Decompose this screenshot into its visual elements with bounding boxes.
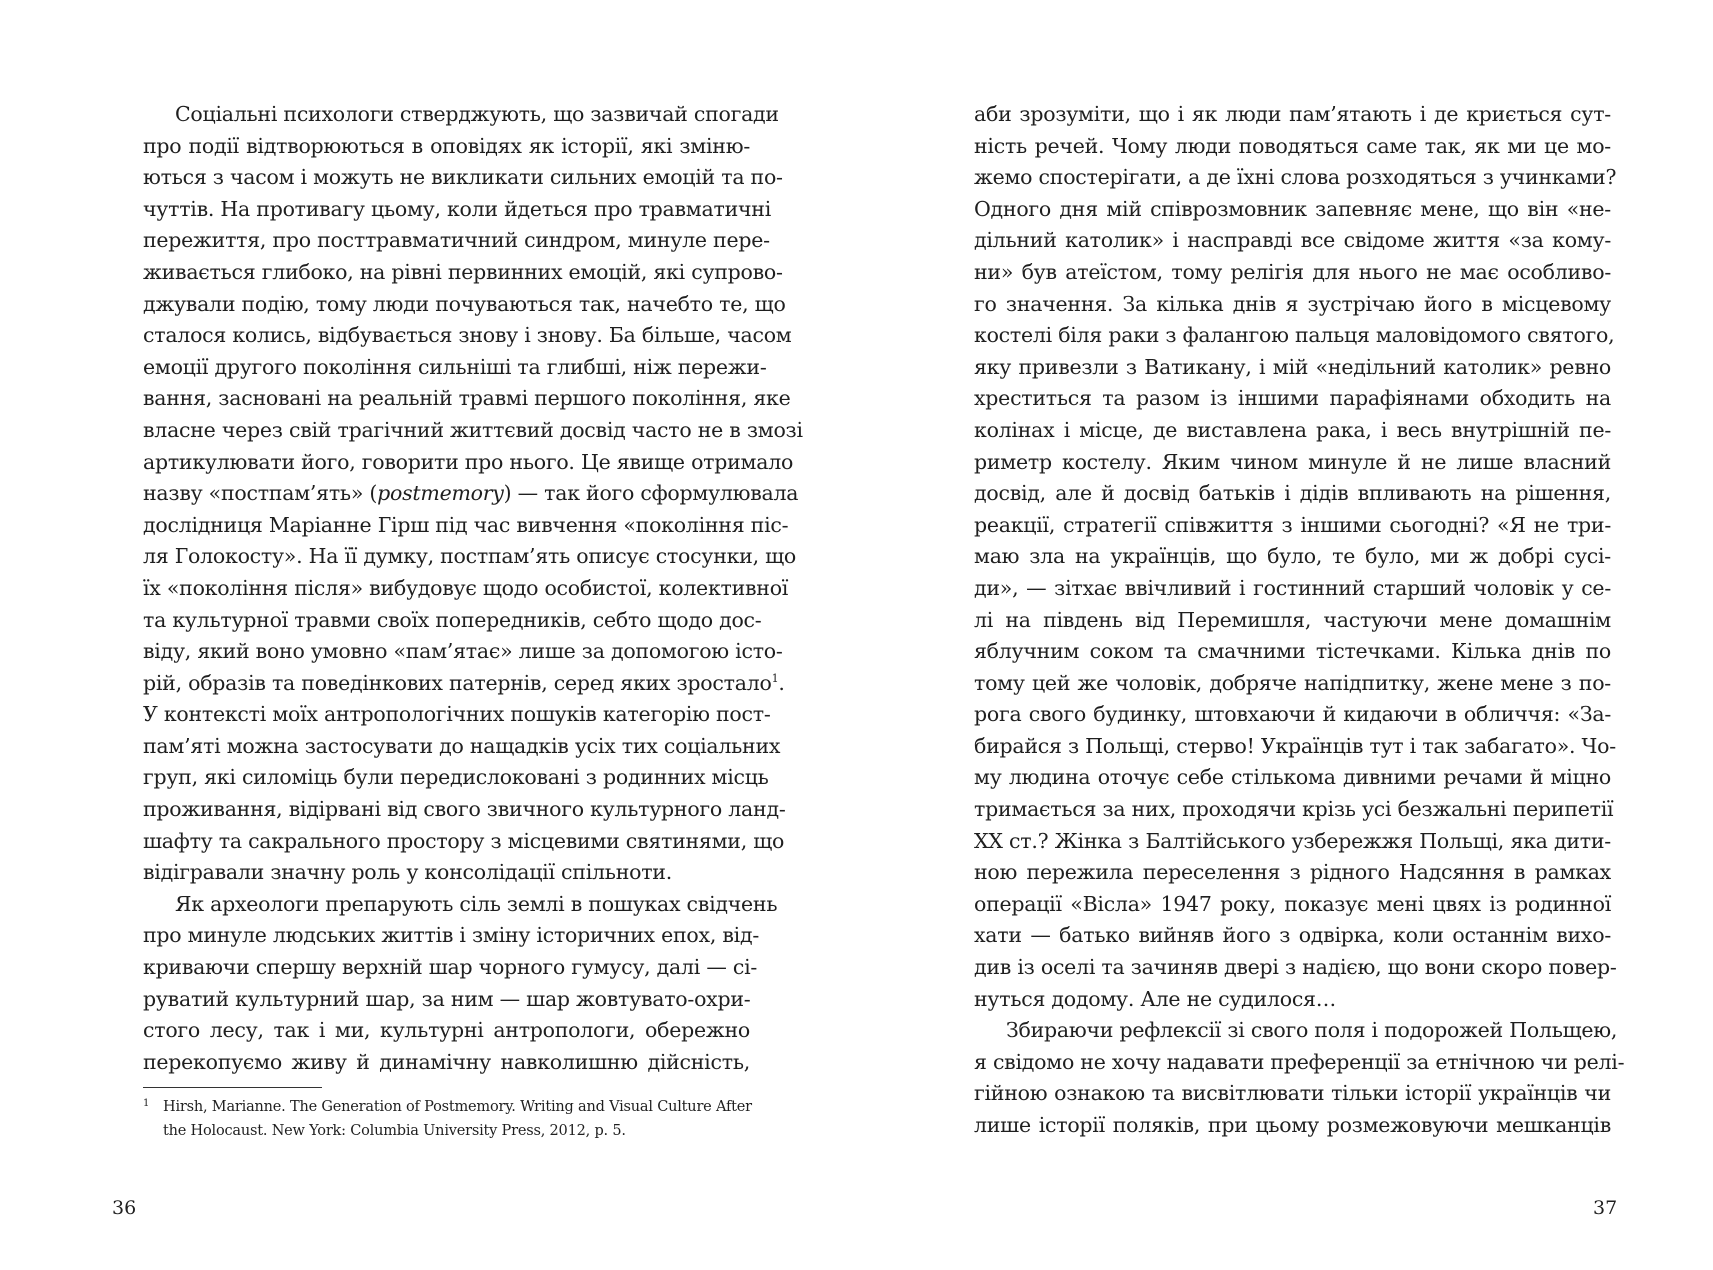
footnote xyxy=(143,1095,750,1143)
text-line: пережиття, про посттравматичний синдром, минуле пере- xyxy=(143,228,770,253)
footnote-text: Hirsh, Marianne. The Generation of Postmemory. Writing and Visual Culture After xyxy=(163,1099,752,1115)
text-line: про минуле людських життів і зміну історичних епох, від- xyxy=(143,923,759,948)
text-line: та культурної травми своїх попередників, себто щодо дос- xyxy=(143,607,762,632)
text-line: Як археологи препарують сіль землі в пошуках свідчень xyxy=(175,891,778,916)
text-line: му людина оточує себе стількома дивними речами й міцно xyxy=(974,765,1611,790)
text-line: Соціальні психологи стверджують, що зазвичай спогади xyxy=(175,102,779,126)
text-line: стого лесу, так і ми, культурні антропологи, обережно xyxy=(143,1018,750,1043)
text-line: пам’яті можна застосувати до нащадків усіх тих соціальних xyxy=(143,733,781,758)
text-line: сталося колись, відбувається знову і знову. Ба більше, часом xyxy=(143,323,792,348)
text-line: гійною ознакою та висвітлювати тільки історії українців чи xyxy=(974,1081,1611,1106)
text-line: ля Голокосту». На її думку, постпам’ять описує стосунки, що xyxy=(143,544,797,569)
text-line: живається глибоко, на рівні первинних емоцій, які супрово- xyxy=(143,259,783,284)
text-line: руватий культурний шар, за ним — шар жовтувато-охри- xyxy=(143,986,751,1011)
text-line: Одного дня мій співрозмовник запевняє мене, що він «не- xyxy=(974,196,1611,221)
text-line: жемо спостерігати, а де їхні слова розходяться з учинками? xyxy=(974,165,1617,190)
footnote-line xyxy=(143,1095,750,1119)
text-line: дослідниця Маріанне Гірш під час вивчення «покоління піс- xyxy=(143,512,789,537)
text-line: про події відтворюються в оповідях як історії, які зміню- xyxy=(143,133,750,158)
text-line: аби зрозуміти, що і як люди пам’ятають і де криється сут- xyxy=(974,102,1611,126)
text-line: риметр костелу. Яким чином минуле й не лише власний xyxy=(974,449,1611,474)
right-page xyxy=(856,0,1713,1270)
text-line: У контексті моїх антропологічних пошуків категорію пост- xyxy=(143,702,771,727)
footnote-number: 1 xyxy=(143,1098,150,1109)
text-line: я свідомо не хочу надавати преференції за етнічною чи релі- xyxy=(974,1049,1625,1074)
text-line: лише історії поляків, при цьому розмежовуючи мешканців xyxy=(974,1113,1611,1137)
text-line xyxy=(143,478,799,510)
text-line: їх «покоління після» вибудовує щодо особистої, колективної xyxy=(143,575,789,600)
text-line: досвід, але й досвід батьків і дідів впливають на рішення, xyxy=(974,481,1611,506)
text-line: яку привезли з Ватикану, і мій «недільний католик» ревно xyxy=(974,354,1611,379)
postmemory-term: postmemory xyxy=(377,481,504,506)
page-number: 37 xyxy=(1593,1197,1618,1219)
text-line: рога свого будинку, штовхаючи й кидаючи в обличчя: «За- xyxy=(974,702,1611,727)
text-line: нуться додому. Але не судилося… xyxy=(974,986,1336,1011)
text-line: Збираючи рефлексії зі свого поля і подорожей Польщею, xyxy=(1006,1018,1618,1043)
text-line: маю зла на українців, що було, те було, ми ж добрі сусі- xyxy=(974,544,1611,569)
text-fragment: рій, образів та поведінкових патернів, серед яких зростало xyxy=(143,670,772,695)
text-line: яблучним соком та смачними тістечками. Кілька днів по xyxy=(974,639,1611,664)
text-line: костелі біля раки з фалангою пальця маловідомого святого, xyxy=(974,323,1615,348)
text-line: чуттів. На противагу цьому, коли йдеться про травматичні xyxy=(143,196,772,221)
text-line: дільний католик» і насправді все свідоме життя «за кому- xyxy=(974,228,1611,253)
text-line: вання, засновані на реальній травмі першого покоління, яке xyxy=(143,386,791,411)
text-line: власне через свій трагічний життєвий досвід часто не в змозі xyxy=(143,417,803,442)
left-body-text xyxy=(143,99,803,1078)
text-line: ди», — зітхає ввічливий і гостинний старший чоловік у се- xyxy=(974,575,1611,600)
text-line: тримається за них, проходячи крізь усі безжальні перипетії xyxy=(974,797,1614,822)
text-line: рій, образів та поведінкових патернів, серед яких зростало$^1$. xyxy=(143,670,785,695)
text-line: див із оселі та зачиняв двері з надією, що вони скоро повер- xyxy=(974,955,1617,980)
text-line: проживання, відірвані від свого звичного культурного ланд- xyxy=(143,797,786,822)
text-line: хреститься та разом із іншими парафіянами обходить на xyxy=(974,386,1611,411)
text-line: XX ст.? Жінка з Балтійського узбережжя Польщі, яка дити- xyxy=(974,828,1611,853)
text-line: перекопуємо живу й динамічну навколишню дійсність, xyxy=(143,1049,750,1074)
text-line: емоції другого покоління сильніші та глибші, ніж пережи- xyxy=(143,354,767,379)
text-line: тому цей же чоловік, добряче напідпитку, жене мене з по- xyxy=(974,670,1611,695)
text-line: реакції, стратегії співжиття з іншими сьогодні? «Я не три- xyxy=(974,512,1611,537)
text-line: груп, які силоміць були передислоковані з родинних місць xyxy=(143,765,769,790)
footnote-divider xyxy=(143,1087,322,1088)
text-line: віду, який воно умовно «пам’ятає» лише за допомогою істо- xyxy=(143,639,783,664)
text-line: бирайся з Польщі, стерво! Українців тут і так забагато». Чо- xyxy=(974,733,1616,758)
text-line: хати — батько вийняв його з одвірка, коли останнім вихо- xyxy=(974,923,1611,948)
text-line: ність речей. Чому люди поводяться саме так, як ми це мо- xyxy=(974,133,1611,158)
text-line: ною пережила переселення з рідного Надсяння в рамках xyxy=(974,860,1611,885)
text-line: відігравали значну роль у консолідації спільноти. xyxy=(143,860,672,885)
text-line: артикулювати його, говорити про нього. Це явище отримало xyxy=(143,449,794,474)
text-line: джували подію, тому люди почуваються так, начебто те, що xyxy=(143,291,786,316)
text-line: го значення. За кілька днів я зустрічаю його в місцевому xyxy=(974,291,1611,316)
text-line: ни» був атеїстом, тому релігія для нього не має особливо- xyxy=(974,259,1611,284)
footnote-line: the Holocaust. New York: Columbia University Press, 2012, p. 5. xyxy=(163,1123,626,1139)
text-line: лі на південь від Перемишля, частуючи мене домашнім xyxy=(974,607,1611,632)
footnote-reference[interactable]: 1 xyxy=(771,671,779,685)
page-number: 36 xyxy=(112,1197,137,1219)
text-fragment: назву «постпам’ять» ( xyxy=(143,481,378,506)
text-line: криваючи спершу верхній шар чорного гумусу, далі — сі- xyxy=(143,955,758,980)
text-line: операції «Вісла» 1947 року, показує мені цвях із родинної xyxy=(974,891,1611,916)
text-fragment: ) — так його сформулювала xyxy=(503,481,799,506)
right-body-text xyxy=(974,99,1625,1142)
text-line: ються з часом і можуть не викликати сильних емоцій та по- xyxy=(143,165,783,190)
left-page xyxy=(0,0,856,1270)
text-line: шафту та сакрального простору з місцевими святинями, що xyxy=(143,828,785,853)
text-line: колінах і місце, де виставлена рака, і весь внутрішній пе- xyxy=(974,417,1611,442)
